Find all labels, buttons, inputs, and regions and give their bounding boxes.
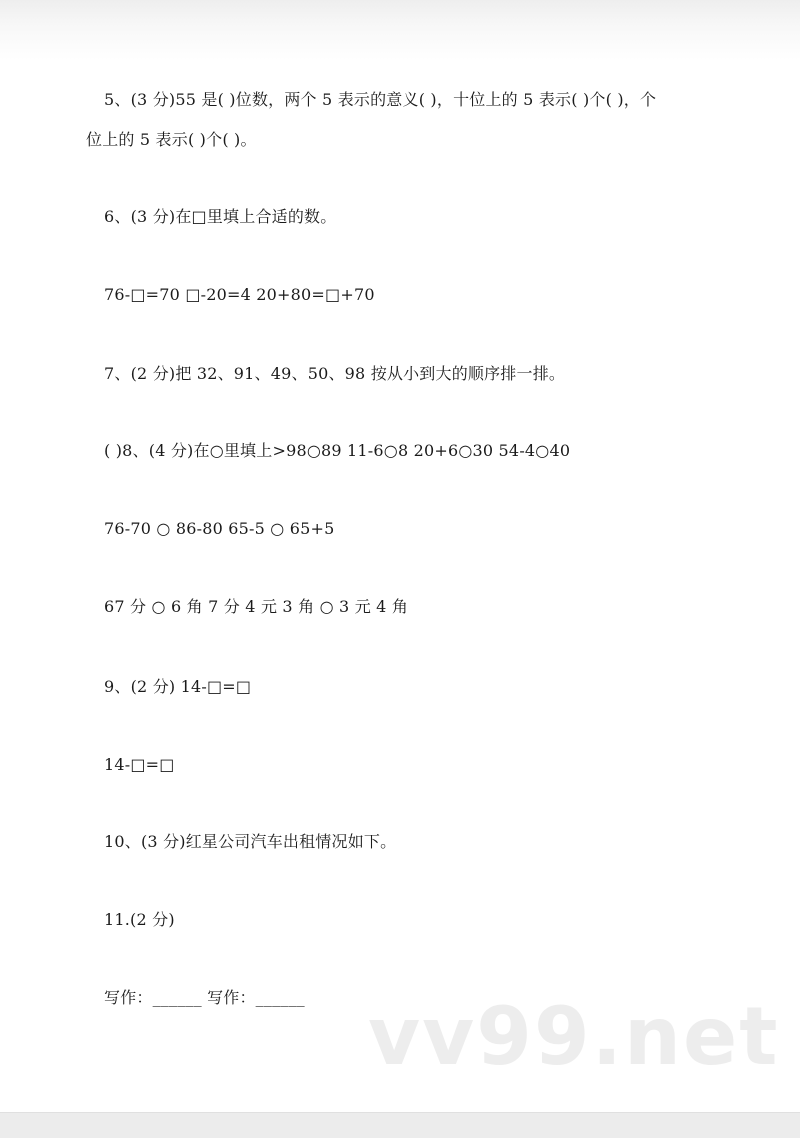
question-9: 9、(2 分) 14-□=□ <box>104 677 252 696</box>
question-6: 6、(3 分)在□里填上合适的数。 <box>104 207 337 226</box>
page-bottom-bar <box>0 1112 800 1138</box>
question-11: 11.(2 分) <box>104 910 175 929</box>
question-9-line-2: 14-□=□ <box>104 755 175 774</box>
watermark: vv99.net <box>368 990 780 1083</box>
question-5-line-1: 5、(3 分)55 是( )位数，两个 5 表示的意义( )，十位上的 5 表示( )个( )，个 <box>104 90 657 109</box>
question-7: 7、(2 分)把 32、91、49、50、98 按从小到大的顺序排一排。 <box>104 364 566 383</box>
question-8-line-3: 67 分 ○ 6 角 7 分 4 元 3 角 ○ 3 元 4 角 <box>104 597 409 616</box>
question-6-equations: 76-□=70 □-20=4 20+80=□+70 <box>104 285 375 304</box>
question-10: 10、(3 分)红星公司汽车出租情况如下。 <box>104 832 397 851</box>
question-8: ( )8、(4 分)在○里填上>98○89 11-6○8 20+6○30 54-4○40 <box>104 441 571 460</box>
question-5-line-2: 位上的 5 表示( )个( )。 <box>86 130 257 149</box>
write-answer-line: 写作：______ 写作：______ <box>104 988 305 1007</box>
question-8-line-2: 76-70 ○ 86-80 65-5 ○ 65+5 <box>104 519 335 538</box>
